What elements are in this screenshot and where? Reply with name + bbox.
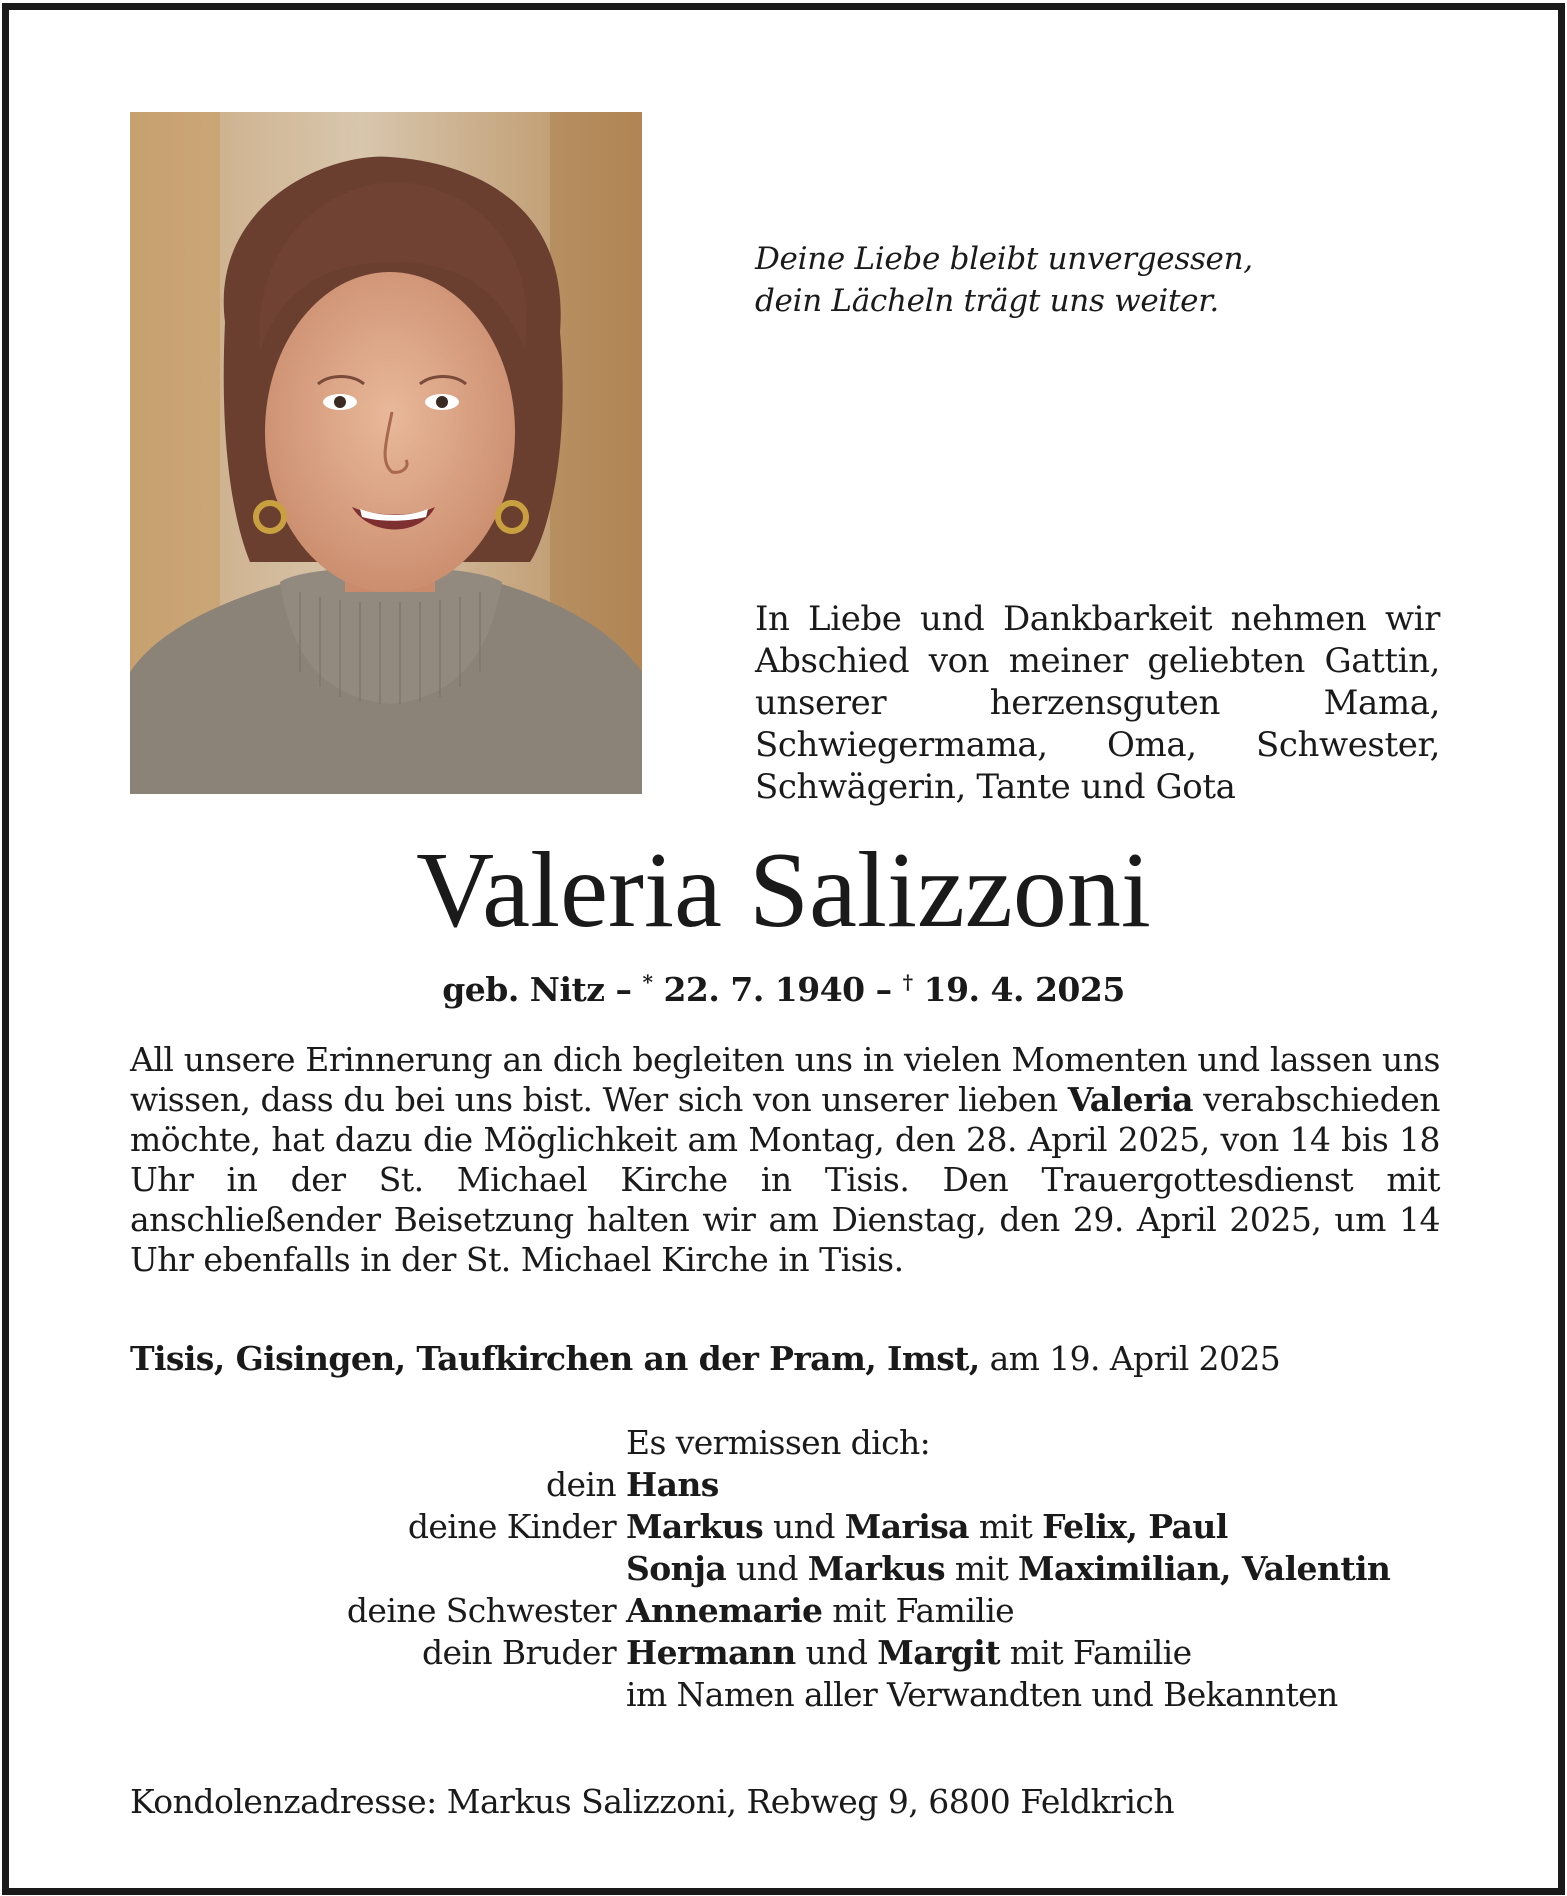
mourner-relation	[130, 1548, 626, 1590]
mourner-name: Margit	[877, 1633, 1000, 1672]
mourner-name: Felix, Paul	[1042, 1507, 1228, 1546]
mourner-row	[130, 1464, 1440, 1506]
mourner-connector: und	[795, 1633, 878, 1672]
portrait-photo	[130, 112, 642, 794]
mourner-connector: mit	[968, 1507, 1043, 1546]
mourner-name: Hermann	[626, 1633, 796, 1672]
life-dates	[9, 960, 1558, 1012]
body-part-2: verabschieden möchte, hat dazu die Möglichkeit am Montag, den 28. April 2025, von 14 bis 18 Uhr in der St. Michael Kirche in Tisis. Den Trauergottesdienst mit anschließender Beisetzung halten wir am Dienstag, den 29. April 2025, um 14 Uhr ebenfalls in der St. Michael Kirche in Tisis.	[130, 1080, 1440, 1279]
intro-paragraph: In Liebe und Dankbarkeit nehmen wir Abschied von meiner geliebten Gattin, unserer herzensguten Mama, Schwiegermama, Oma, Schwester, Schwägerin, Tante und Gota	[755, 599, 1440, 807]
mourner-name: Markus	[807, 1549, 945, 1588]
deceased-name: Valeria Salizzoni	[416, 831, 1151, 950]
died-symbol: †	[902, 970, 913, 994]
mourner-names	[626, 1464, 719, 1506]
mourner-names	[626, 1674, 1338, 1716]
born-symbol: *	[642, 970, 653, 994]
mourner-relation: deine Kinder	[407, 1507, 616, 1546]
mourner-name: Annemarie	[626, 1591, 823, 1630]
place-locations: Tisis, Gisingen, Taufkirchen an der Pram, Imst,	[130, 1339, 980, 1378]
mourner-relation: deine Schwester	[346, 1591, 616, 1630]
birth-date: 22. 7. 1940 –	[663, 970, 892, 1009]
condolence-address: Kondolenzadresse: Markus Salizzoni, Rebweg 9, 6800 Feldkrich	[130, 1782, 1175, 1821]
place-date: am 19. April 2025	[979, 1339, 1281, 1378]
mourner-row	[130, 1674, 1440, 1716]
mourner-row	[130, 1632, 1440, 1674]
death-date: 19. 4. 2025	[923, 970, 1125, 1009]
mourner-names	[626, 1632, 1192, 1674]
mourner-name: Maximilian, Valentin	[1018, 1549, 1391, 1588]
mourner-relation: dein	[545, 1465, 616, 1504]
motto-line-2: dein Lächeln trägt uns weiter.	[755, 283, 1219, 319]
mourners-list	[130, 1422, 1440, 1716]
mourner-connector: und	[763, 1507, 845, 1546]
body-bold-name: Valeria	[1067, 1080, 1193, 1119]
mourner-connector: im Namen aller Verwandten und Bekannten	[626, 1675, 1338, 1714]
motto-quote	[755, 238, 1455, 322]
mourners-heading-row	[130, 1422, 1440, 1464]
mourner-names	[626, 1590, 1014, 1632]
maiden-name: geb. Nitz –	[442, 970, 632, 1009]
mourner-connector: mit Familie	[822, 1591, 1015, 1630]
mourner-name: Markus	[626, 1507, 764, 1546]
mourner-connector: mit Familie	[999, 1633, 1192, 1672]
place-and-date	[130, 1338, 1440, 1380]
mourner-relation	[130, 1674, 626, 1716]
obituary-frame	[2, 3, 1565, 1895]
mourner-name: Sonja	[626, 1549, 727, 1588]
mourner-name: Hans	[626, 1465, 719, 1504]
mourner-names	[626, 1548, 1390, 1590]
mourner-connector: und	[726, 1549, 808, 1588]
body-part-1: All unsere Erinnerung an dich begleiten uns in vielen Momenten und lassen uns wissen, dass du bei uns bist. Wer sich von unserer lieben	[130, 1040, 1440, 1119]
mourner-name: Marisa	[844, 1507, 969, 1546]
mourner-row	[130, 1548, 1440, 1590]
mourner-connector: mit	[944, 1549, 1019, 1588]
mourner-row	[130, 1506, 1440, 1548]
mourner-relation: dein Bruder	[421, 1633, 616, 1672]
mourner-names	[626, 1506, 1228, 1548]
body-paragraph	[130, 1040, 1440, 1280]
mourners-heading: Es vermissen dich:	[626, 1423, 931, 1462]
mourner-row	[130, 1590, 1440, 1632]
mourner-rows	[130, 1464, 1440, 1716]
motto-line-1: Deine Liebe bleibt unvergessen,	[755, 241, 1253, 277]
